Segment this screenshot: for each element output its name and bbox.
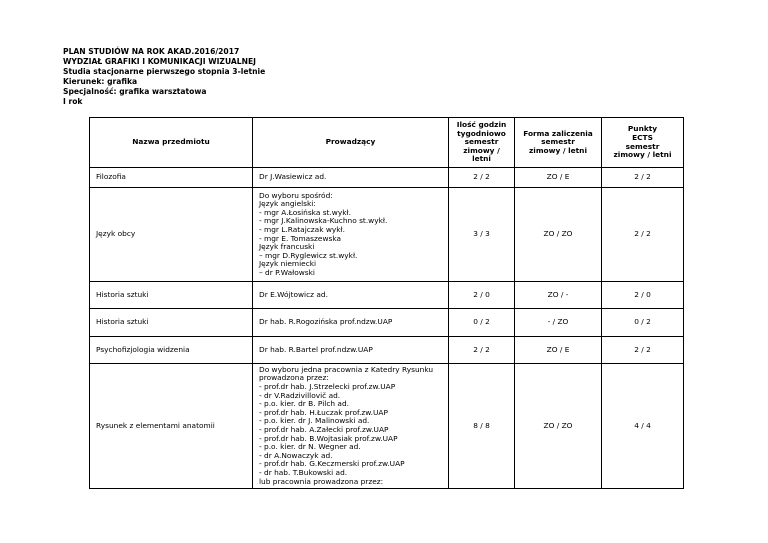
teacher-line: - prof.dr hab. H.Łuczak prof.zw.UAP xyxy=(259,407,388,417)
teacher-line: Język francuski xyxy=(259,242,315,252)
hours-cell: 0 / 2 xyxy=(449,309,515,337)
teacher-line: prowadzona przez: xyxy=(259,373,329,383)
teacher-line: - p.o. kier. dr N. Wegner ad. xyxy=(259,442,361,452)
header-hours xyxy=(449,118,515,168)
teacher-line: - p.o. kier. dr J. Malinowski ad. xyxy=(259,416,370,426)
document-header xyxy=(63,47,265,107)
header-ects-line: ECTS xyxy=(632,132,653,142)
teacher-cell: Dr hab. R.Bartel prof.ndzw.UAP xyxy=(253,337,449,364)
teacher-cell: Dr E.Wójtowicz ad. xyxy=(253,282,449,309)
ects-cell: 0 / 2 xyxy=(602,309,684,337)
table-row xyxy=(90,364,684,489)
teacher-line: Do wyboru spośród: xyxy=(259,190,333,200)
header-ects-line: semestr xyxy=(625,141,660,151)
ects-cell: 2 / 2 xyxy=(602,168,684,188)
header-hours-line: Ilość godzin xyxy=(456,120,507,130)
subject-cell: Filozofia xyxy=(90,168,253,188)
teacher-cell xyxy=(253,364,449,489)
table-row xyxy=(90,168,684,188)
teacher-line: – dr P.Wałowski xyxy=(259,267,315,277)
header-field: Kierunek: grafika xyxy=(63,77,138,86)
header-form-line: zimowy / letni xyxy=(529,145,587,155)
header-ects-line: zimowy / letni xyxy=(613,150,672,160)
table-row xyxy=(90,309,684,337)
study-plan-table xyxy=(89,117,684,489)
header-faculty: WYDZIAŁ GRAFIKI I KOMUNIKACJI WIZUALNEJ xyxy=(63,57,256,66)
ects-cell: 4 / 4 xyxy=(602,364,684,489)
hours-cell: 3 / 3 xyxy=(449,188,515,282)
teacher-cell: Dr J.Wasiewicz ad. xyxy=(253,168,449,188)
subject-cell: Psychofizjologia widzenia xyxy=(90,337,253,364)
header-hours-line: letni xyxy=(472,154,491,164)
teacher-line: - dr hab. T.Bukowski ad. xyxy=(259,467,348,477)
teacher-line: - dr V.Radzivillovič ad. xyxy=(259,390,341,400)
hours-cell: 2 / 2 xyxy=(449,337,515,364)
ects-cell: 2 / 2 xyxy=(602,337,684,364)
teacher-line: - p.o. kier. dr B. Pilch ad. xyxy=(259,399,349,409)
teacher-line: - mgr L.Ratajczak wykł. xyxy=(259,224,345,234)
header-study-type: Studia stacjonarne pierwszego stopnia 3-letnie xyxy=(63,67,266,76)
teacher-cell: Dr hab. R.Rogozińska prof.ndzw.UAP xyxy=(253,309,449,337)
teacher-cell xyxy=(253,188,449,282)
teacher-line: - prof.dr hab. J.Strzelecki prof.zw.UAP xyxy=(259,382,396,392)
teacher-line: Język niemiecki xyxy=(259,259,317,269)
table-row xyxy=(90,282,684,309)
subject-cell: Rysunek z elementami anatomii xyxy=(90,364,253,489)
hours-cell: 2 / 0 xyxy=(449,282,515,309)
hours-cell: 2 / 2 xyxy=(449,168,515,188)
form-cell: ZO / ZO xyxy=(515,188,602,282)
form-cell: - / ZO xyxy=(515,309,602,337)
hours-cell: 8 / 8 xyxy=(449,364,515,489)
teacher-line: - prof.dr hab. A.Załecki prof.zw.UAP xyxy=(259,425,389,434)
header-specialty: Specjalność: grafika warsztatowa xyxy=(63,87,207,96)
form-cell: ZO / E xyxy=(515,337,602,364)
header-ects xyxy=(602,118,684,168)
teacher-line: Język angielski: xyxy=(259,199,316,209)
header-form xyxy=(515,118,602,168)
header-form-line: Forma zaliczenia xyxy=(523,128,593,138)
header-hours-line: zimowy / xyxy=(463,145,500,155)
teacher-line: lub pracownia prowadzona przez: xyxy=(259,477,384,486)
ects-cell: 2 / 2 xyxy=(602,188,684,282)
header-hours-line: tygodniowo xyxy=(457,128,506,138)
header-teacher: Prowadzący xyxy=(253,118,449,168)
header-form-line: semestr xyxy=(541,137,575,147)
subject-cell: Historia sztuki xyxy=(90,282,253,309)
form-cell: ZO / ZO xyxy=(515,364,602,489)
form-cell: ZO / - xyxy=(515,282,602,309)
teacher-line: Do wyboru jedna pracownia z Katedry Rysunku xyxy=(259,364,434,374)
subject-cell: Historia sztuki xyxy=(90,309,253,337)
header-plan-title: PLAN STUDIÓW NA ROK AKAD.2016/2017 xyxy=(63,47,240,56)
teacher-line: – mgr D.Ryglewicz st.wykł. xyxy=(259,250,358,260)
teacher-line: - dr A.Nowaczyk ad. xyxy=(259,450,333,460)
table-row xyxy=(90,337,684,364)
header-ects-line: Punkty xyxy=(627,124,658,134)
ects-cell: 2 / 0 xyxy=(602,282,684,309)
subject-cell: Język obcy xyxy=(90,188,253,282)
teacher-line: - prof.dr hab. G.Keczmerski prof.zw.UAP xyxy=(259,459,405,469)
form-cell: ZO / E xyxy=(515,168,602,188)
teacher-line: - mgr E. Tomaszewska xyxy=(259,233,342,243)
teacher-line: - mgr A.Łosińska st.wykł. xyxy=(259,207,351,217)
table-header-row xyxy=(90,118,684,168)
teacher-line: - mgr J.Kalinowska-Kuchno st.wykł. xyxy=(259,216,388,226)
header-hours-line: semestr xyxy=(464,137,499,147)
teacher-line: - prof.dr hab. B.Wojtasiak prof.zw.UAP xyxy=(259,433,398,443)
table-row xyxy=(90,188,684,282)
header-year: I rok xyxy=(63,97,83,106)
header-subject: Nazwa przedmiotu xyxy=(90,118,253,168)
